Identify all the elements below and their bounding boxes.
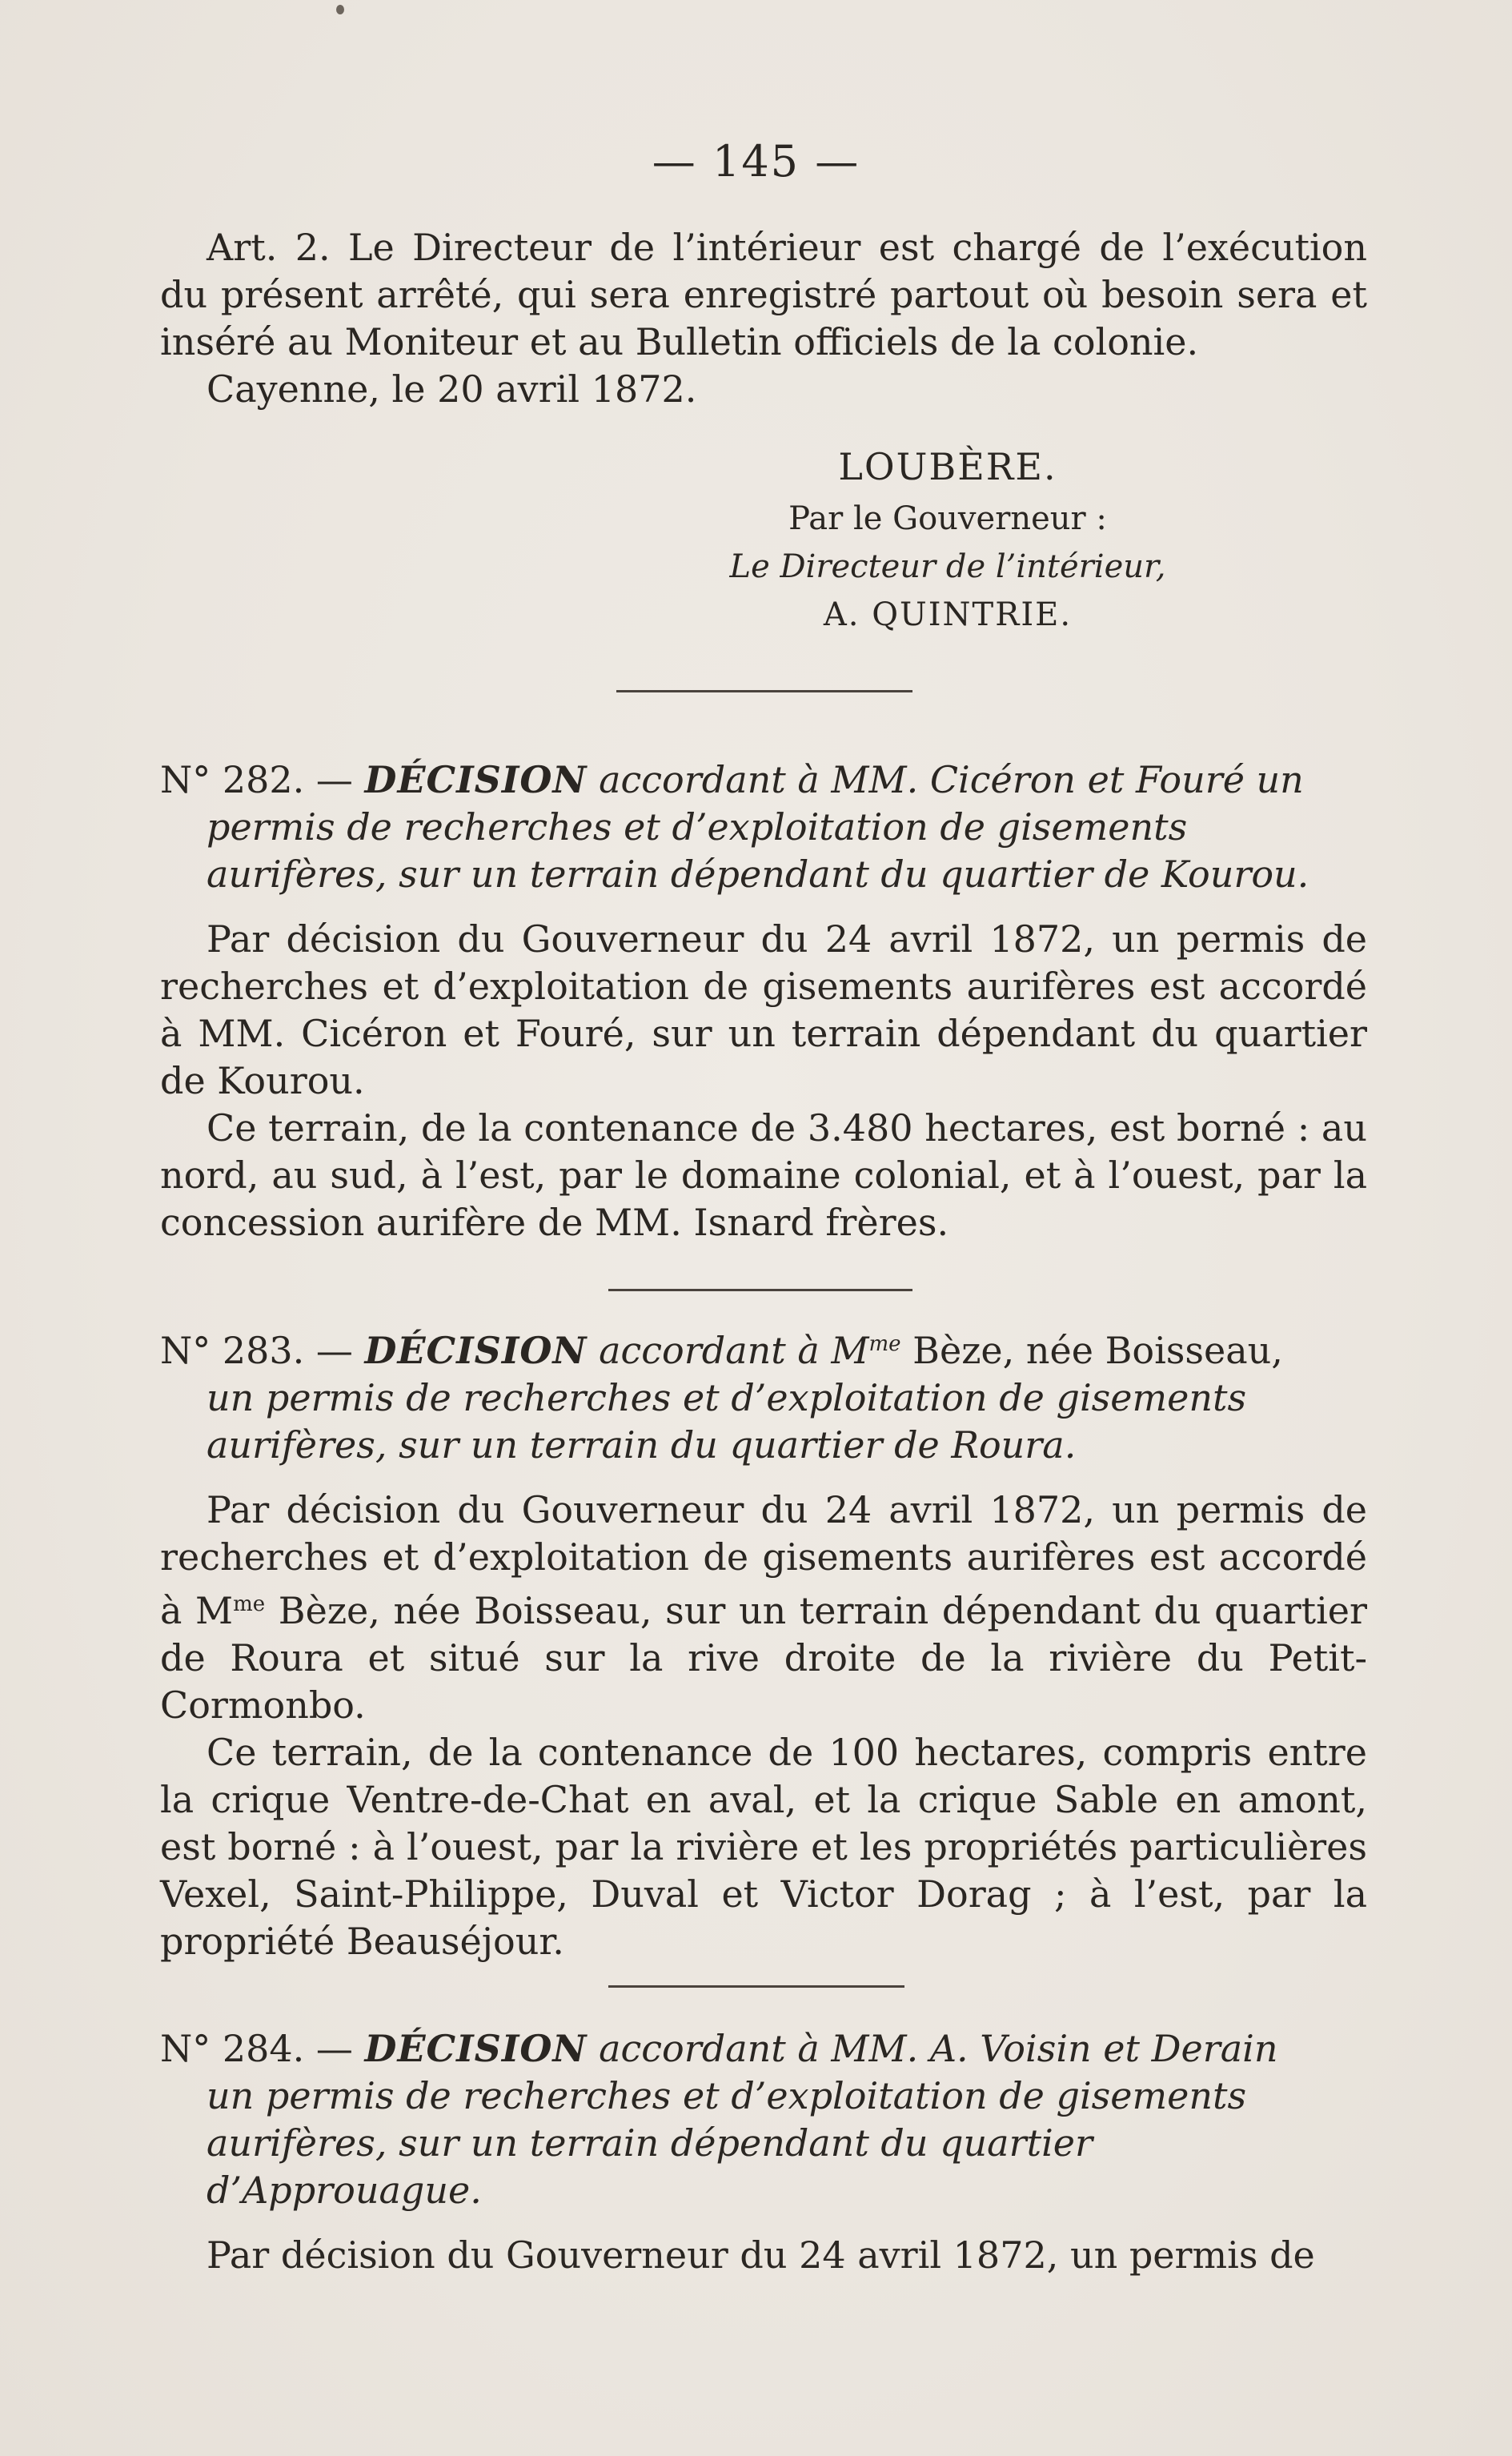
decision-282: [160, 756, 1367, 1246]
decision-dash: —: [315, 2027, 353, 2070]
section-divider: [616, 690, 912, 692]
place-date: Cayenne, le 20 avril 1872.: [207, 367, 697, 411]
decision-number: N° 284.: [160, 2027, 305, 2070]
decision-dash: —: [315, 758, 353, 801]
decision-heading-text: accordant à MM. Cicéron et Fouré un: [599, 758, 1304, 801]
decision-heading: [160, 756, 1367, 804]
signature-by: Par le Gouverneur :: [788, 500, 1107, 537]
decision-paragraph: Par décision du Gouverneur du 24 avril 1872, un permis de recherches et d’exploitation de gisements aurifères est accordé à $M^{me}$ Bèze, née Boisseau, sur un terrain dépendant du quartier de Roura et situé sur la rive droite de la rivière du Petit-Cormonbo.: [160, 1488, 1367, 1727]
section-divider: [608, 1985, 904, 1988]
decision-284: [160, 2025, 1367, 2279]
decision-heading: [160, 2025, 1367, 2073]
signature-block: [160, 439, 1367, 639]
decision-heading-continued: permis de recherches et d’exploitation de gisements aurifères, sur un terrain dépendant du quartier de Kourou.: [207, 805, 1309, 896]
signature-name: LOUBÈRE.: [838, 445, 1057, 488]
decision-dash: —: [315, 1329, 353, 1372]
decision-heading-continued: un permis de recherches et d’exploitation de gisements aurifères, sur un terrain dépendant du quartier d’Approuague.: [207, 2074, 1247, 2212]
article-paragraph: Art. 2. Le Directeur de l’intérieur est chargé de l’exécution du présent arrêté, qui sera enregistré partout où besoin sera et inséré au Moniteur et au Bulletin officiels de la colonie.: [160, 226, 1367, 363]
decision-label: DÉCISION: [364, 1329, 588, 1372]
decision-number: N° 282.: [160, 758, 305, 801]
decision-283: [160, 1321, 1367, 1965]
decision-heading-text: accordant à MM. A. Voisin et Derain: [599, 2027, 1278, 2070]
page-number: — 145 —: [652, 136, 860, 187]
decision-label: DÉCISION: [364, 2027, 588, 2070]
ink-speck: [336, 5, 344, 14]
decision-heading: [160, 1321, 1367, 1374]
decision-label: DÉCISION: [364, 758, 588, 801]
decision-paragraph: Par décision du Gouverneur du 24 avril 1872, un permis de recherches et d’exploitation de gisements aurifères est accordé à MM. Cicéron et Fouré, sur un terrain dépendant du quartier de Kourou.: [160, 917, 1367, 1102]
decision-heading-text: accordant à $M^{me}$ Bèze, née Boisseau,: [599, 1329, 1283, 1372]
decision-paragraph: Ce terrain, de la contenance de 100 hectares, compris entre la crique Ventre-de-Chat en aval, et la crique Sable en amont, est borné : à l’ouest, par la rivière et les propriétés particulières Vexel, Saint-Philippe, Duval et Victor Dorag ; à l’est, par la propriété Beauséjour.: [160, 1731, 1367, 1963]
decision-paragraph: Par décision du Gouverneur du 24 avril 1872, un permis de: [207, 2233, 1315, 2277]
signature-name-2: A. QUINTRIE.: [823, 596, 1073, 633]
decision-heading-continued: un permis de recherches et d’exploitation de gisements aurifères, sur un terrain du quartier de Roura.: [207, 1376, 1247, 1467]
section-divider: [608, 1289, 912, 1291]
decision-paragraph: Ce terrain, de la contenance de 3.480 hectares, est borné : au nord, au sud, à l’est, par le domaine colonial, et à l’ouest, par la concession aurifère de MM. Isnard frères.: [160, 1106, 1367, 1244]
intro-article: [160, 224, 1367, 413]
signature-title: Le Directeur de l’intérieur,: [729, 548, 1166, 585]
decision-number: N° 283.: [160, 1329, 305, 1372]
